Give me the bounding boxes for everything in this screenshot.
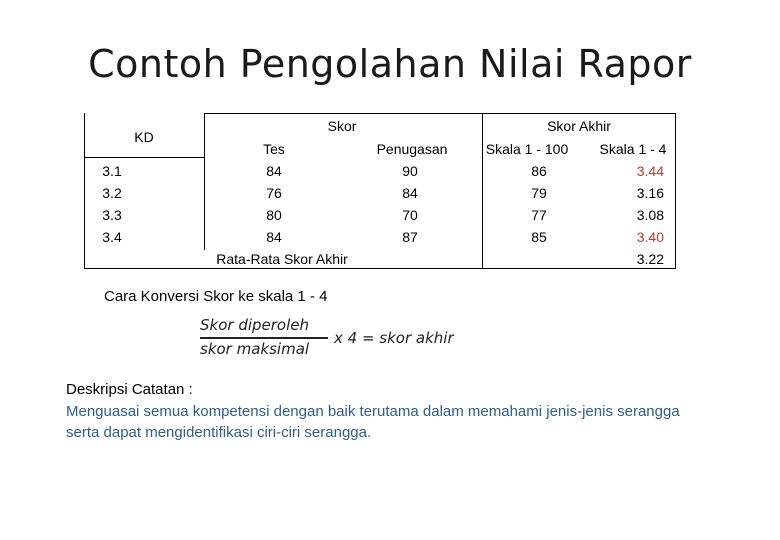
row-3-tes: 80	[266, 207, 282, 223]
row-3-penugasan: 70	[402, 207, 418, 223]
row-2-penugasan: 84	[402, 185, 418, 201]
header-skala-100: Skala 1 - 100	[485, 141, 569, 157]
row-1-skala-100: 86	[531, 163, 547, 179]
row-2-skala-4: 3.16	[636, 185, 664, 201]
row-2-kd: 3.2	[102, 185, 122, 201]
table-kd-divider	[204, 113, 205, 250]
table-right-border	[675, 113, 676, 269]
conversion-label: Cara Konversi Skor ke skala 1 - 4	[104, 288, 328, 305]
row-1-penugasan: 90	[402, 163, 418, 179]
table-bottom-border	[84, 268, 676, 269]
row-3-kd: 3.3	[102, 207, 122, 223]
row-4-tes: 84	[266, 229, 282, 245]
page-title: Contoh Pengolahan Nilai Rapor	[88, 42, 692, 86]
header-kd: KD	[134, 129, 154, 145]
row-3-skala-100: 77	[531, 207, 547, 223]
row-2-skala-100: 79	[531, 185, 547, 201]
fraction-bar	[200, 337, 328, 339]
average-label: Rata-Rata Skor Akhir	[216, 251, 348, 267]
formula-numerator: Skor diperoleh	[200, 316, 310, 334]
formula-denominator: skor maksimal	[200, 340, 310, 358]
row-4-skala-4: 3.40	[636, 229, 664, 245]
table-skor-divider	[482, 113, 483, 269]
row-3-skala-4: 3.08	[636, 207, 664, 223]
description-label: Deskripsi Catatan :	[66, 381, 193, 398]
table-left-border	[84, 113, 85, 269]
row-2-tes: 76	[266, 185, 282, 201]
row-4-penugasan: 87	[402, 229, 418, 245]
score-table	[84, 113, 676, 269]
header-penugasan: Penugasan	[376, 141, 448, 157]
formula-result: x 4 = skor akhir	[334, 329, 454, 347]
row-4-kd: 3.4	[102, 229, 122, 245]
header-skala-4: Skala 1 - 4	[599, 141, 667, 157]
description-text: Menguasai semua kompetensi dengan baik terutama dalam memahami jenis-jenis serangga serta dapat mengidentifikasi ciri-ciri serangga.	[66, 403, 680, 441]
row-1-tes: 84	[266, 163, 282, 179]
header-skor: Skor	[327, 118, 357, 134]
table-top-border-right	[204, 113, 676, 114]
header-tes: Tes	[263, 141, 285, 157]
row-1-skala-4: 3.44	[636, 163, 664, 179]
header-skor-akhir: Skor Akhir	[547, 118, 611, 134]
row-4-skala-100: 85	[531, 229, 547, 245]
average-value: 3.22	[636, 251, 664, 267]
table-header-divider	[84, 157, 204, 158]
row-1-kd: 3.1	[102, 163, 122, 179]
